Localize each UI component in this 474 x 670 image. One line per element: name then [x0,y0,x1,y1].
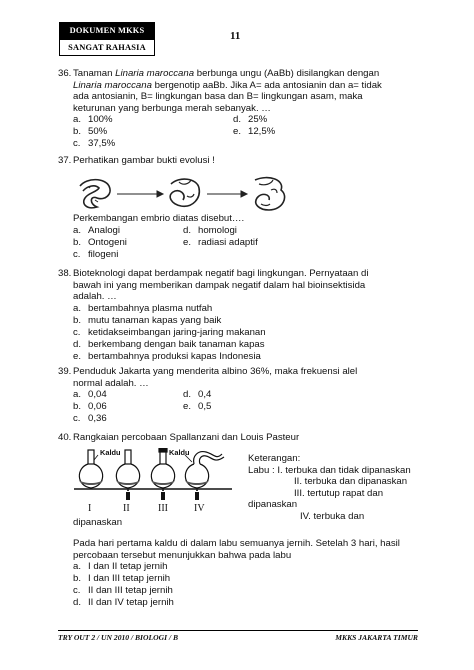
option-b: b. I dan III tetap jernih [73,573,171,584]
question-number: 39. [58,366,72,377]
option-a: a. Analogi [73,224,121,236]
option-c: c. II dan III tetap jernih [73,585,173,596]
text-line: Pada hari pertama kaldu di dalam labu semuanya jernih. Setelah 3 hari, hasil [73,538,400,549]
text-line: keturunan yang berbunga merah sebanyak. … [73,102,271,114]
text-line: Bioteknologi dapat berdampak negatif bagi lingkungan. Pernyataan di [73,268,369,279]
question-37-body [58,213,438,260]
question-text [73,538,438,561]
option-c: c. filogeni [73,248,119,260]
page-number: 11 [230,30,241,42]
flask-numeral-1: I [88,503,92,514]
arrow-icon [207,191,247,197]
footer-right: MKKS JAKARTA TIMUR [335,633,418,642]
text-line: normal adalah. … [73,377,149,389]
legend-line: IV. terbuka dan [300,510,365,522]
question-37 [58,155,438,167]
option-c: c. ketidakseimbangan jaring-jaring makanan [73,326,266,338]
question-40 [58,432,438,444]
option-e: e. 12,5% [233,126,276,137]
embryo-evolution-figure [75,174,295,214]
embryo-stage-2-icon [170,179,199,206]
text-run: Tanaman [73,68,116,79]
option-d: d. 25% [233,114,268,125]
question-number: 38. [58,268,72,279]
species-name: Linaria maroccana [115,68,195,79]
text-line: bawah ini yang memberikan dampak negatif dalam hal bioinsektisida [73,279,366,291]
question-text [73,68,438,114]
question-39 [58,366,438,424]
text-line: percobaan tersebut menunjukkan bahwa pada labu [73,549,292,561]
legend-line: III. tertutup rapat dan [294,487,384,499]
question-number: 37. [58,155,72,166]
arrow-icon [117,191,163,197]
option-b: b. mutu tanaman kapas yang baik [73,314,222,326]
question-40-body [58,538,438,608]
option-b: b. 50% [73,126,108,137]
secret-label: SANGAT RAHASIA [60,39,154,55]
option-d: d. berkembang dengan baik tanaman kapas [73,338,265,350]
text-line: adalah. … [73,291,117,302]
option-d: d. homologi [183,224,237,236]
question-36 [58,68,438,149]
question-prompt: Perhatikan gambar bukti evolusi ! [73,155,215,166]
option-e: e. bertambahnya produksi kapas Indonesia [73,350,261,362]
kaldu-label-1: Kaldu [100,448,121,457]
flask-numeral-2: II [123,503,130,514]
question-text [73,268,438,303]
option-d: d. II dan IV tetap jernih [73,597,174,608]
question-prompt: Rangkaian percobaan Spallanzani dan Louis Pasteur [73,432,300,443]
option-a: a. bertambahnya plasma nutfah [73,302,213,314]
flask-4-swan-neck-icon [185,452,224,488]
question-number: 40. [58,432,72,443]
question-text [73,366,438,389]
footer-left: TRY OUT 2 / UN 2010 / BIOLOGI / B [58,633,179,642]
option-c: c. 37,5% [73,138,116,149]
text-line: Penduduk Jakarta yang menderita albino 36%, maka frekuensi alel [73,366,358,377]
option-d: d. 0,4 [183,389,212,400]
option-c: c. 0,36 [73,413,107,424]
legend-line: II. terbuka dan dipanaskan [294,476,408,487]
keterangan-legend [248,453,438,522]
document-label: DOKUMEN MKKS [60,23,154,39]
burner-icon [126,488,199,500]
question-38 [58,268,438,362]
option-e: e. radiasi adaptif [183,236,258,248]
option-e: e. 0,5 [183,401,212,412]
legend-line: Labu : I. terbuka dan tidak dipanaskan [248,464,411,476]
option-a: a. I dan II tetap jernih [73,561,168,572]
flask-numeral-4: IV [194,503,205,514]
text-run: bergenotip aaBb. Jika A= ada antosianin dan a= tidak [151,79,382,91]
document-header-box [59,22,155,56]
footer-divider [58,630,418,631]
species-name: Linaria maroccana [73,79,152,91]
flask-experiment-diagram [74,448,232,518]
kaldu-label-2: Kaldu [169,448,190,457]
legend-line-continued: dipanaskan [73,517,123,528]
question-number: 36. [58,68,72,79]
option-b: b. Ontogeni [73,236,127,248]
text-run: berbunga ungu (AaBb) disilangkan dengan [194,68,380,79]
embryo-stage-1-icon [80,180,110,208]
legend-line: dipanaskan [248,499,298,510]
flask-numeral-3: III [158,503,168,514]
text-line: ada antosianin, B= lingkungan basa dan B= lingkungan asam, maka [73,91,363,102]
legend-title: Keterangan: [248,453,301,464]
option-b: b. 0,06 [73,401,107,412]
question-text: Perkembangan embrio diatas disebut…. [73,213,245,224]
embryo-stage-3-icon [255,178,285,210]
option-a: a. 100% [73,114,113,125]
option-a: a. 0,04 [73,389,107,400]
